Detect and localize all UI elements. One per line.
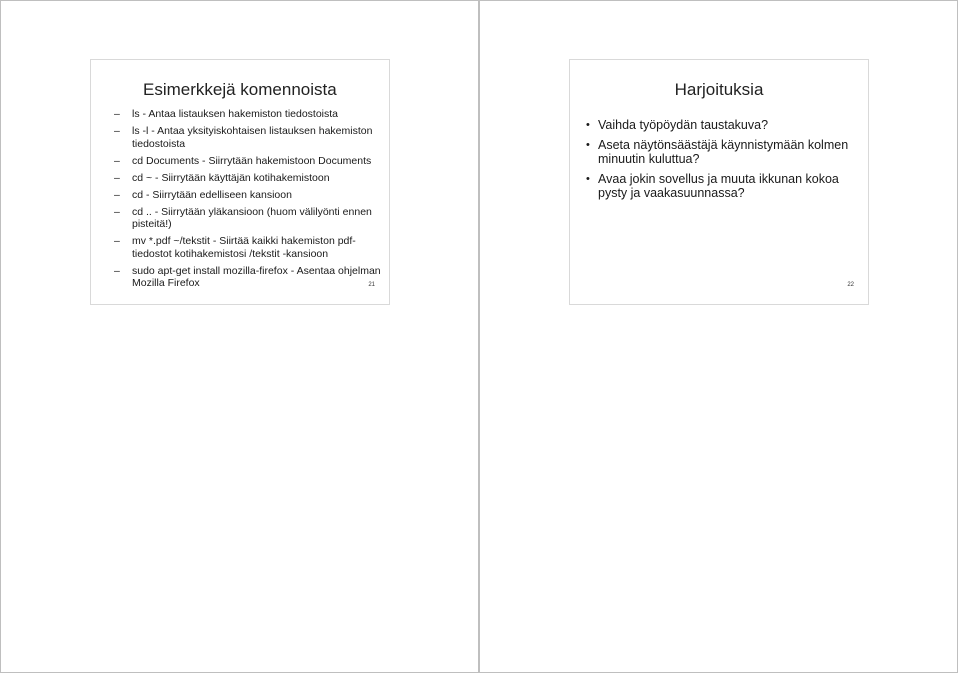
list-item: • Avaa jokin sovellus ja muuta ikkunan kokoa pysty ja vaakasuunnassa? (586, 171, 839, 200)
list-item: – ls - Antaa listauksen hakemiston tiedostoista (114, 108, 339, 120)
slide-title: Esimerkkejä komennoista (143, 80, 337, 99)
dash-icon: – (114, 108, 120, 120)
list-item: – cd .. - Siirrytään yläkansioon (huom välilyönti ennen pisteitä!) (114, 205, 372, 230)
slide-22 (569, 59, 869, 305)
list-item: – mv *.pdf ~/tekstit - Siirtää kaikki hakemiston pdf-tiedostot kotihakemistosi /tekstit -kansioon (114, 235, 356, 260)
dash-icon: – (114, 188, 120, 201)
dash-icon: – (114, 171, 120, 184)
dash-icon: – (114, 264, 120, 277)
bullet-icon: • (586, 119, 590, 131)
exercise-list (588, 118, 858, 206)
slide-title: Harjoituksia (674, 80, 764, 99)
page-number: 22 (847, 282, 854, 288)
dash-icon: – (114, 205, 120, 218)
dash-icon: – (114, 154, 120, 167)
page-number: 21 (368, 282, 375, 288)
list-item: – sudo apt-get install mozilla-firefox - Asentaa ohjelman Mozilla Firefox (114, 264, 381, 289)
dash-icon: – (114, 235, 120, 247)
list-item: – cd ~ - Siirrytään käyttäjän kotihakemistoon (114, 171, 330, 184)
slide-21 (90, 59, 390, 305)
dash-icon: – (114, 125, 120, 137)
list-item: – ls -l - Antaa yksityiskohtaisen listauksen hakemiston tiedostoista (114, 125, 373, 150)
list-item: – cd - Siirrytään edelliseen kansioon (114, 188, 292, 201)
bullet-icon: • (586, 138, 590, 151)
list-item: • Aseta näytönsäästäjä käynnistymään kolmen minuutin kuluttua? (586, 137, 849, 166)
command-list (114, 108, 384, 294)
list-item: • Vaihda työpöydän taustakuva? (586, 118, 769, 132)
bullet-icon: • (586, 172, 590, 185)
list-item: – cd Documents - Siirrytään hakemistoon Documents (114, 154, 372, 167)
